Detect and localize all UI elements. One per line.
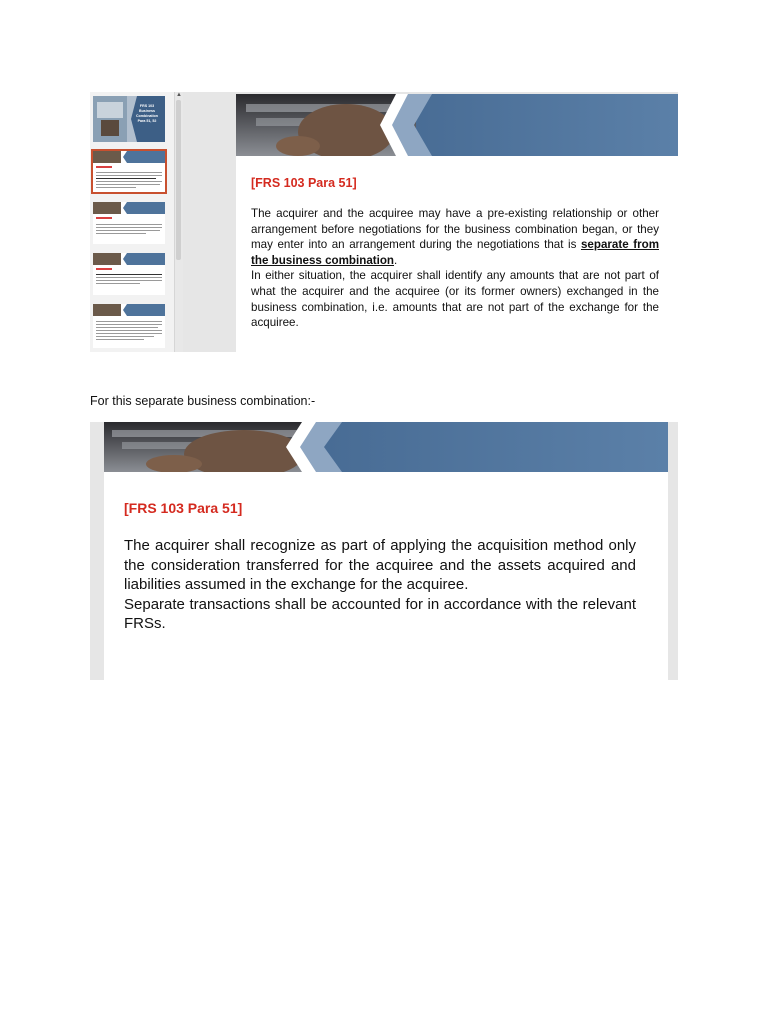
emphasized-phrase: separate from the business combination [251, 238, 659, 267]
slide-thumbnail-1[interactable] [93, 96, 165, 142]
thumb-banner-image [93, 304, 165, 316]
slide-canvas[interactable] [236, 94, 678, 352]
frs-reference-heading: [FRS 103 Para 51] [251, 176, 357, 190]
body-text-part: The acquirer and the acquiree may have a pre-existing relationship or other arrangement before negotiations for the business combination began, or they may enter into an arrangement during the negotiations that is [251, 207, 659, 252]
thumb-banner-image [93, 253, 165, 265]
slide-thumbnail-5[interactable] [93, 304, 165, 348]
slide-thumbnail-3[interactable] [93, 202, 165, 244]
thumb-title-line: FRS 103 [139, 104, 155, 108]
thumb-title-line: Para 51, 52 [137, 119, 157, 123]
body-paragraph-2: In either situation, the acquirer shall identify any amounts that are not part of what the acquirer and the acquiree (or its former owners) exchanged in the business combination, i.e. amounts that are not part of the exchange for the acquiree. [251, 269, 659, 330]
slide-thumbnail-panel[interactable] [90, 92, 174, 352]
slide-editor-screenshot [90, 92, 678, 352]
body-paragraph-1: The acquirer shall recognize as part of applying the acquisition method only the consideration transferred for the acquiree and the assets acquired and liabilities assumed in the exchange for the acquiree. [124, 537, 636, 593]
slide-thumbnail-4[interactable] [93, 253, 165, 295]
thumbnail-scrollbar[interactable] [174, 92, 183, 352]
body-paragraph-2: Separate transactions shall be accounted for in accordance with the relevant FRSs. [124, 595, 636, 632]
frs-reference-heading: [FRS 103 Para 51] [124, 500, 243, 516]
editor-gutter [183, 92, 236, 352]
slide-thumbnail-2[interactable] [93, 151, 165, 192]
scrollbar-thumb[interactable] [176, 100, 181, 260]
thumb-banner-image [93, 151, 165, 163]
thumb-banner-image [93, 202, 165, 214]
slide-banner-image [104, 422, 668, 472]
body-text-part: . [394, 253, 398, 267]
slide-body-text [124, 536, 636, 634]
slide-screenshot-2 [90, 422, 678, 680]
thumb-title-line: Business Combination [136, 109, 158, 118]
slide-body-text [251, 206, 659, 331]
scroll-up-arrow-icon[interactable]: ▲ [176, 92, 182, 98]
document-caption: For this separate business combination:- [90, 394, 316, 408]
slide-banner-image [236, 94, 678, 156]
slide-canvas[interactable] [104, 422, 668, 680]
